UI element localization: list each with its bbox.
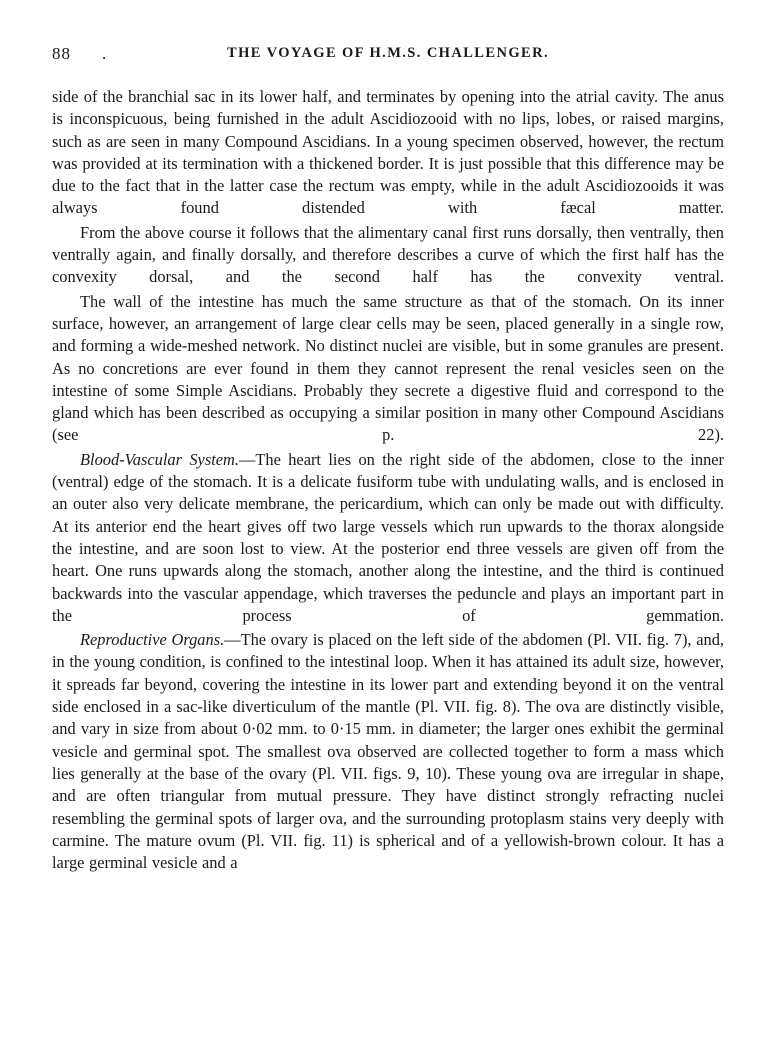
section-heading-reproductive: Reproductive Organs. xyxy=(80,630,225,650)
paragraph-text: —The heart lies on the right side of the abdomen, close to the inner (ventral) edge of the stomach. It is a delicate fusiform tube with undulating walls, and is enclosed in an outer also very delicate membrane, the pericardium, which can only be made out with difficulty. At its anterior end the heart gives off two large vessels which run upwards to the thorax alongside the intestine, and are soon lost to view. At the posterior end three vessels are given off from the heart. One runs upwards along the stomach, another along the intestine, and the third is continued backwards into the vascular appendage, which traverses the peduncle and plays an important part in the process of gemmation. xyxy=(52,449,725,625)
paragraph-alimentary-canal-course: From the above course it follows that the alimentary canal first runs dorsally, then ventrally, then ventrally again, and finally dorsally, and therefore describes a curve of which the first half has the convexity dorsal, and the second half has the convexity ventral. xyxy=(52,222,724,287)
paragraph-anus-description: side of the branchial sac in its lower half, and terminates by opening into the atrial cavity. The anus is inconspicuous, being furnished in the adult Ascidiozooid with no lips, lobes, or raised margins, such as are seen in many Compound Ascidians. In a young specimen observed, however, the rectum was provided at its termination with a thickened border. It is just possible that this difference may be due to the fact that in the latter case the rectum was empty, while in the adult Ascidiozooids it was always found distended with fæcal matter. xyxy=(52,87,724,218)
section-heading-blood-vascular: Blood-Vascular System. xyxy=(80,449,239,469)
header-mark: . xyxy=(102,44,107,63)
paragraph-text: —The ovary is placed on the left side of the abdomen (Pl. VII. fig. 7), and, in the young condition, is confined to the intestinal loop. When it has attained its adult size, however, it spreads far beyond, covering the intestine in its lower part and extending beyond it on the ventral side enclosed in a sac-like diverticulum of the mantle (Pl. VII. fig. 8). The ova are distinctly visible, and vary in size from about 0·02 mm. to 0·15 mm. in diameter; the larger ones exhibit the germinal vesicle and germinal spot. The smallest ova observed are collected together to form a mass which lies generally at the base of the ovary (Pl. VII. figs. 9, 10). These young ova are irregular in shape, and are often triangular from mutual pressure. They have distinct strongly refracting nuclei resembling the germinal spots of larger ova, and the surrounding protoplasm stains very deeply with carmine. The mature ovum (Pl. VII. fig. 11) is spherical and of a yellowish-brown colour. It has a large germinal vesicle and a xyxy=(52,630,724,873)
running-title: THE VOYAGE OF H.M.S. CHALLENGER. xyxy=(227,45,549,61)
page-body xyxy=(52,86,724,874)
paragraph-reproductive-organs xyxy=(52,629,724,874)
page-number: 88 xyxy=(52,44,71,63)
page-header xyxy=(52,44,724,68)
paragraph-blood-vascular-system xyxy=(52,449,724,627)
paragraph-intestine-wall: The wall of the intestine has much the same structure as that of the stomach. On its inner surface, however, an arrangement of large clear cells may be seen, placed generally in a single row, and forming a wide-meshed network. No distinct nuclei are visible, but in some granules are present. As no concretions are ever found in them they cannot represent the renal vesicles seen on the intestine of some Simple Ascidians. Probably they secrete a digestive fluid and correspond to the gland which has been described as occupying a similar position in many other Compound Ascidians (see p. 22). xyxy=(52,291,724,445)
